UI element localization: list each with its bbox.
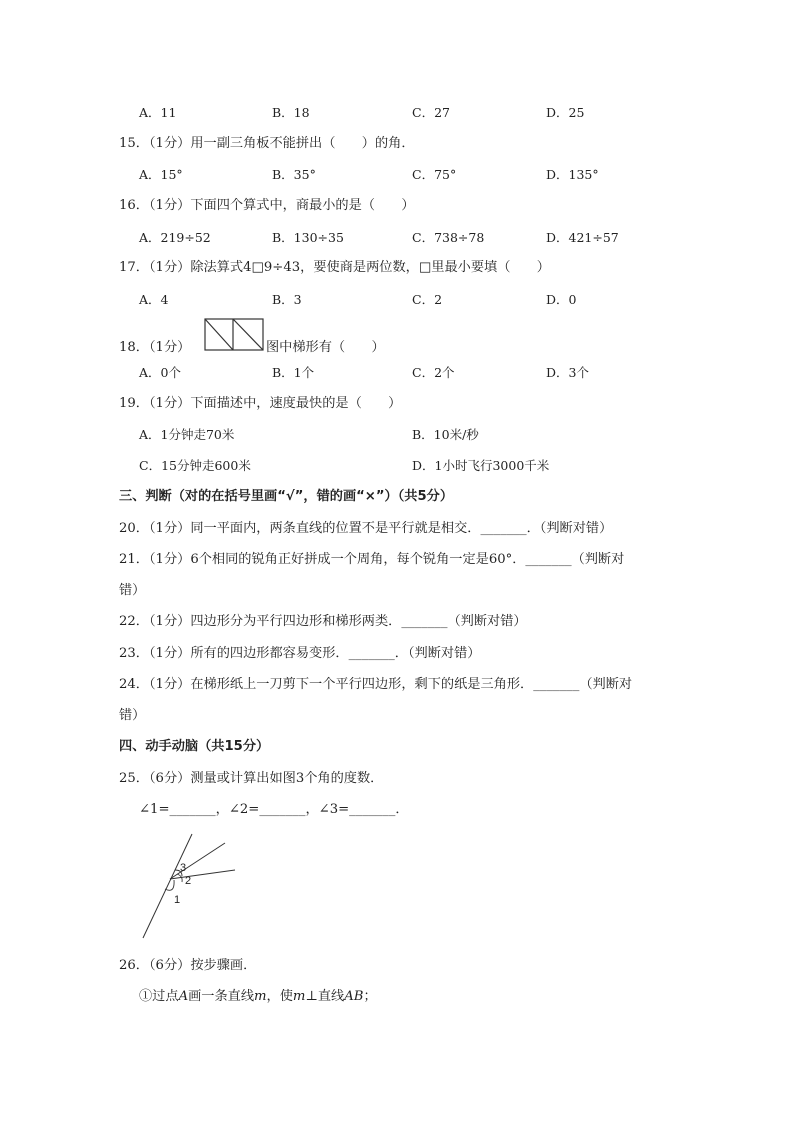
q24-line1: 24．（1分）在梯形纸上一刀剪下一个平行四边形，剩下的纸是三角形．_______（判断对 [119,677,633,692]
q19-option-a: A．1分钟走70米 [139,427,235,442]
q15-option-c: C．75° [412,167,457,182]
q18-option-a: A．0个 [139,365,181,380]
q16-option-b: B．130÷35 [272,230,344,245]
q19-option-c: C．15分钟走600米 [139,458,251,473]
q14-option-c: C．27 [412,105,450,120]
q14-option-a: A．11 [139,105,177,120]
q24-line2: 错） [119,708,146,723]
q26-step1-part-d: ⊥直线 [305,989,345,1004]
q26-step1-part-c: ，使 [266,989,293,1004]
section-3-title: 三、判断（对的在括号里画“√”，错的画“×”）（共5分） [119,489,454,504]
q26-step1 [139,988,377,1006]
section-4-title: 四、动手动脑（共15分） [119,739,270,754]
q22-text: 22．（1分）四边形分为平行四边形和梯形两类．_______（判断对错） [119,614,527,629]
line-m-label: m [254,989,267,1004]
line-ab-label: AB [344,989,364,1004]
q19-option-b: B．10米/秒 [412,427,479,442]
q18-option-c: C．2个 [412,365,455,380]
q25-stem: 25．（6分）测量或计算出如图3个角的度数． [119,771,384,786]
q26-step1-part-e: ； [363,989,377,1004]
q17-option-a: A．4 [139,292,169,307]
q21-line2: 错） [119,583,146,598]
q26-stem: 26．（6分）按步骤画． [119,958,257,973]
q16-option-a: A．219÷52 [139,230,211,245]
q19-option-d: D．1小时飞行3000千米 [412,458,550,473]
q25-blanks: ∠1=_______，∠2=_______，∠3=_______． [139,802,409,817]
angle-label-2: 2 [185,875,192,887]
line-m-label-2: m [292,989,306,1004]
point-a-label: A [178,989,189,1004]
angle-label-3: 3 [180,862,187,874]
q18-suffix: 图中梯形有（ ） [266,340,385,355]
q18-prefix: 18．（1分） [119,340,191,355]
angle-figure [138,830,242,942]
q15-stem: 15．（1分）用一副三角板不能拼出（ ）的角． [119,136,415,151]
q18-option-b: B．1个 [272,365,315,380]
q17-option-b: B．3 [272,292,302,307]
q14-option-b: B．18 [272,105,310,120]
q15-option-d: D．135° [546,167,599,182]
q18-option-d: D．3个 [546,365,589,380]
q15-option-a: A．15° [139,167,183,182]
trapezoid-figure [204,318,264,352]
q16-stem: 16．（1分）下面四个算式中，商最小的是（ ） [119,198,415,213]
q26-step1-part-a: ①过点 [139,989,179,1004]
q26-step1-part-b: 画一条直线 [188,989,255,1004]
q17-option-c: C．2 [412,292,443,307]
q17-stem: 17．（1分）除法算式4□9÷43，要使商是两位数，□里最小要填（ ） [119,260,550,275]
q19-stem: 19．（1分）下面描述中，速度最快的是（ ） [119,396,402,411]
q16-option-c: C．738÷78 [412,230,485,245]
q14-option-d: D．25 [546,105,585,120]
q20-text: 20．（1分）同一平面内，两条直线的位置不是平行就是相交．_______．（判断对错） [119,521,613,536]
q23-text: 23．（1分）所有的四边形都容易变形．_______．（判断对错） [119,646,481,661]
angle-label-1: 1 [174,894,181,906]
q16-option-d: D．421÷57 [546,230,619,245]
q21-line1: 21．（1分）6个相同的锐角正好拼成一个周角，每个锐角一定是60°．_______（判断对 [119,552,625,567]
q17-option-d: D．0 [546,292,577,307]
q15-option-b: B．35° [272,167,316,182]
